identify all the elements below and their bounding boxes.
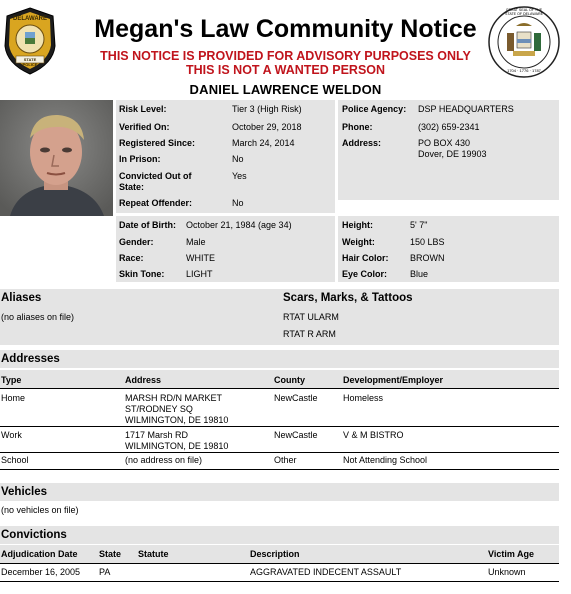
scar-item: RTAT R ARM: [283, 329, 336, 339]
offender-name: DANIEL LAWRENCE WELDON: [189, 82, 382, 97]
col-statute: Statute: [138, 549, 169, 559]
addresses-heading-bar: [0, 350, 559, 368]
scars-heading: Scars, Marks, & Tattoos: [283, 292, 413, 304]
vehicles-heading-bar: [0, 483, 559, 501]
table-row: [0, 428, 559, 452]
col-employer: Development/Employer: [343, 375, 444, 385]
scar-item: RTAT ULARM: [283, 312, 339, 322]
notice-title: Megan's Law Community Notice: [94, 15, 477, 43]
agency-address-label: Address:: [342, 138, 382, 148]
col-victim-age: Victim Age: [488, 549, 535, 559]
address-type: Home: [1, 393, 26, 403]
offender-photo: [0, 100, 113, 216]
row-divider: [0, 426, 559, 427]
addresses-header-divider: [0, 388, 559, 389]
col-type: Type: [1, 375, 22, 385]
conviction-state: PA: [99, 567, 111, 577]
eye-color-value: Blue: [410, 269, 429, 279]
hair-color-value: BROWN: [410, 253, 445, 263]
seal-ring-text: GREAT SEAL OF THE STATE OF DELAWARE: [505, 8, 543, 16]
col-state: State: [99, 549, 122, 559]
vehicles-heading: Vehicles: [1, 486, 48, 498]
registered-since-value: March 24, 2014: [232, 138, 295, 148]
skin-tone-value: LIGHT: [186, 269, 213, 279]
col-adjudication-date: Adjudication Date: [1, 549, 78, 559]
gender-value: Male: [186, 237, 206, 247]
race-value: WHITE: [186, 253, 215, 263]
col-description: Description: [250, 549, 300, 559]
addresses-heading: Addresses: [1, 353, 60, 365]
vehicles-value: (no vehicles on file): [1, 505, 79, 515]
race-label: Race:: [119, 253, 144, 263]
row-divider: [0, 581, 559, 582]
address-employer: Not Attending School: [343, 455, 428, 465]
address-text: (no address on file): [125, 455, 203, 465]
address-county: NewCastle: [274, 393, 318, 403]
aliases-section-bg: [0, 289, 559, 345]
eye-color-label: Eye Color:: [342, 269, 388, 279]
table-row: [0, 390, 559, 426]
agency-address-line1: PO BOX 430: [418, 138, 471, 148]
badge-banner-text: STATE POLICE: [22, 57, 38, 67]
advisory-line-1: THIS NOTICE IS PROVIDED FOR ADVISORY PURPOSES ONLY: [100, 49, 471, 63]
hair-color-label: Hair Color:: [342, 253, 389, 263]
convictions-heading-bar: [0, 526, 559, 544]
seal-dates: 1704 · 1776 · 1787: [507, 68, 541, 73]
conviction-victim-age: Unknown: [488, 567, 526, 577]
height-value: 5' 7": [410, 220, 428, 230]
aliases-value: (no aliases on file): [1, 312, 75, 322]
row-divider: [0, 469, 559, 470]
convictions-heading: Convictions: [1, 529, 67, 541]
col-county: County: [274, 375, 305, 385]
badge-arc-text: DELAWARE: [13, 16, 48, 22]
col-address: Address: [125, 375, 162, 385]
dob-value: October 21, 1984 (age 34): [186, 220, 292, 230]
conviction-date: December 16, 2005: [1, 567, 81, 577]
weight-value: 150 LBS: [410, 237, 445, 247]
conviction-description: AGGRAVATED INDECENT ASSAULT: [250, 567, 402, 577]
registered-since-label: Registered Since:: [119, 138, 196, 148]
aliases-heading: Aliases: [1, 292, 42, 304]
gender-label: Gender:: [119, 237, 154, 247]
phone-value: (302) 659-2341: [418, 122, 480, 132]
convicted-out-of-state-label: Convicted Out of State:: [119, 171, 192, 192]
verified-on-value: October 29, 2018: [232, 122, 302, 132]
skin-tone-label: Skin Tone:: [119, 269, 165, 279]
agency-address-line2: Dover, DE 19903: [418, 149, 487, 159]
address-type: School: [1, 455, 29, 465]
table-row: [0, 564, 559, 580]
address-employer: Homeless: [343, 393, 384, 403]
risk-level-label: Risk Level:: [119, 104, 167, 114]
repeat-offender-value: No: [232, 198, 244, 208]
in-prison-label: In Prison:: [119, 154, 161, 164]
police-agency-value: DSP HEADQUARTERS: [418, 104, 514, 114]
address-type: Work: [1, 430, 22, 440]
repeat-offender-label: Repeat Offender:: [119, 198, 193, 208]
height-label: Height:: [342, 220, 373, 230]
dob-label: Date of Birth:: [119, 220, 176, 230]
address-employer: V & M BISTRO: [343, 430, 404, 440]
address-county: NewCastle: [274, 430, 318, 440]
police-agency-label: Police Agency:: [342, 104, 407, 114]
in-prison-value: No: [232, 154, 244, 164]
advisory-line-2: THIS IS NOT A WANTED PERSON: [185, 63, 386, 77]
risk-level-value: Tier 3 (High Risk): [232, 104, 302, 114]
address-county: Other: [274, 455, 297, 465]
address-text: MARSH RD/N MARKET ST/RODNEY SQ WILMINGTON, DE 19810: [125, 393, 229, 425]
table-row: [0, 453, 559, 469]
weight-label: Weight:: [342, 237, 375, 247]
convicted-out-of-state-value: Yes: [232, 171, 247, 181]
phone-label: Phone:: [342, 122, 373, 132]
address-text: 1717 Marsh RD WILMINGTON, DE 19810: [125, 430, 229, 451]
verified-on-label: Verified On:: [119, 122, 170, 132]
